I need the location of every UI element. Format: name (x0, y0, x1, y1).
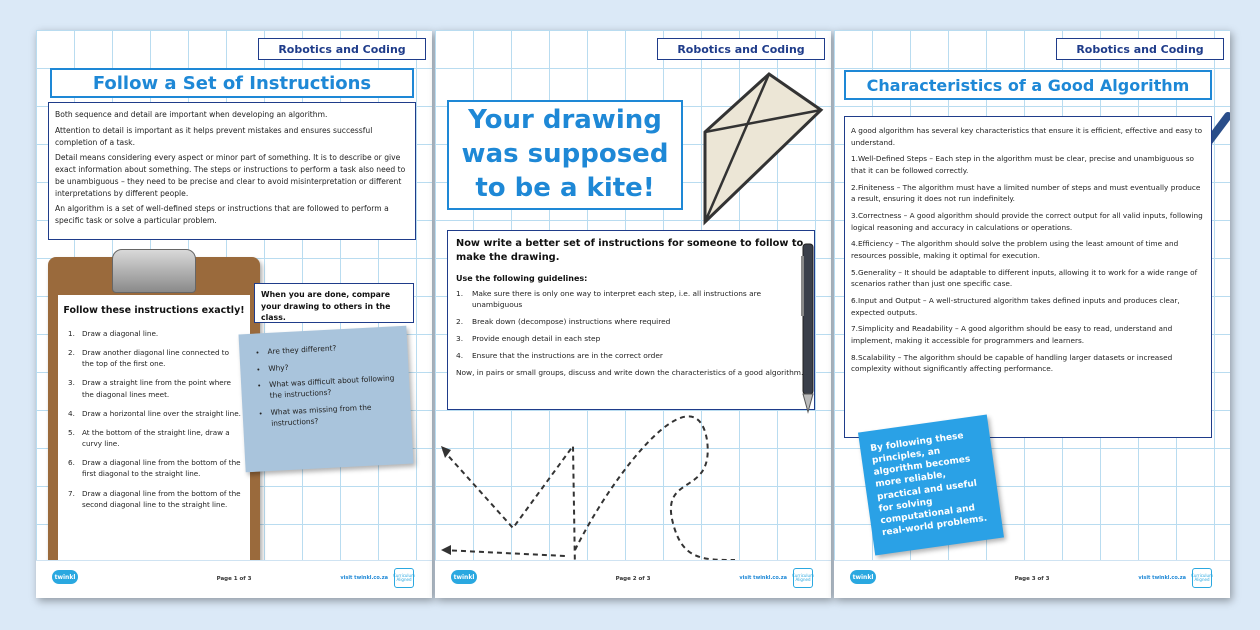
list-item: • What was difficult about following the instructions? (269, 374, 398, 402)
list-item: 7.Simplicity and Readability – A good algorithm should be easy to read, understand and implement, making it accessible for programmers and learners. (851, 324, 1173, 346)
list-item: • Why? (268, 357, 396, 374)
worksheet-page-2 (435, 30, 831, 598)
list-item: 3. Draw a straight line from the point where the diagonal lines meet. (68, 378, 231, 399)
intro-paragraph: A good algorithm has several key characteristics that ensure it is efficient, effective and easy to understand. (851, 126, 1203, 147)
list-item: 4. Draw a horizontal line over the straight line. (68, 408, 241, 418)
intro-paragraph: An algorithm is a set of well-defined steps or instructions that are followed to perform a specific task or solve a particular problem. (55, 204, 389, 226)
page-footer (834, 560, 1230, 598)
steps-list (58, 328, 250, 510)
list-item: 1. Make sure there is only one way to interpret each step, i.e. all instructions are unambiguous (456, 288, 762, 309)
list-item: 8.Scalability – The algorithm should be capable of handling larger datasets or increased complexity without significantly affecting performance. (851, 352, 1173, 374)
list-item: 1.Well-Defined Steps – Each step in the algorithm must be clear, precise and unambiguous so that it can be followed correctly. (851, 154, 1195, 176)
page-title: Characteristics of a Good Algorithm (844, 70, 1212, 100)
curriculum-badge-icon: Curriculum Aligned (1192, 568, 1212, 588)
discussion-text: Now, in pairs or small groups, discuss and write down the characteristics of a good algorithm. (456, 368, 804, 378)
list-item: 1. Draw a diagonal line. (68, 329, 159, 338)
intro-paragraph: Attention to detail is important as it helps prevent mistakes and ensures successful completion of a task. (55, 125, 373, 147)
list-item: 2. Break down (decompose) instructions where required (456, 317, 671, 327)
twinkl-logo: twinkl (451, 570, 477, 584)
kite-headline: Your drawing was supposed to be a kite! (447, 100, 683, 210)
instructions-box (447, 230, 815, 410)
page-number: Page 3 of 3 (1014, 576, 1050, 582)
clip-icon (112, 249, 196, 293)
page-number: Page 1 of 3 (216, 576, 252, 582)
list-item: • Are they different? (267, 340, 395, 357)
guidelines-heading: Use the following guidelines: (456, 274, 588, 284)
twinkl-logo: twinkl (52, 570, 78, 584)
guidelines-list (456, 288, 806, 362)
intro-paragraph: Both sequence and detail are important when developing an algorithm. (55, 110, 328, 119)
page-footer (36, 560, 432, 598)
clipboard (48, 257, 260, 587)
list-item: 7. Draw a diagonal line from the bottom of the second diagonal line to the straight line. (68, 488, 241, 509)
worksheet-page-1 (36, 30, 432, 598)
pen-icon (797, 236, 819, 416)
list-item: • What was missing from the instructions? (270, 401, 399, 429)
worksheet-page-3 (834, 30, 1230, 598)
twinkl-logo: twinkl (850, 570, 876, 584)
page-footer (435, 560, 831, 598)
summary-sticky-note: By following these principles, an algorithm becomes more reliable, practical and useful for solving computational and real-world problems. (858, 415, 1004, 556)
site-link[interactable]: visit twinkl.co.za (1138, 575, 1186, 581)
page-title: Follow a Set of Instructions (50, 68, 414, 98)
subject-label: Robotics and Coding (258, 38, 426, 60)
intro-paragraph: Detail means considering every aspect or minor part of something. It is to describe or give exact information about something. The steps or instructions to perform a task also need to be unambiguous – they need to be precise and clear to avoid misinterpretation or different interpretations by different people. (55, 153, 406, 198)
page-number: Page 2 of 3 (615, 576, 651, 582)
site-link[interactable]: visit twinkl.co.za (739, 575, 787, 581)
list-item: 2.Finiteness – The algorithm must have a limited number of steps and must eventually produce a result, ensuring it does not run indefinitely. (851, 182, 1201, 204)
list-item: 2. Draw another diagonal line connected to the top of the first one. (68, 348, 230, 369)
curriculum-badge-icon: Curriculum Aligned (793, 568, 813, 588)
clipboard-paper (58, 295, 250, 579)
list-item: 4. Ensure that the instructions are in the correct order (456, 351, 663, 361)
site-link[interactable]: visit twinkl.co.za (340, 575, 388, 581)
intro-text-box (48, 102, 416, 240)
curriculum-badge-icon: Curriculum Aligned (394, 568, 414, 588)
list-item: 6. Draw a diagonal line from the bottom of the first diagonal to the straight line. (68, 458, 241, 479)
subject-label: Robotics and Coding (657, 38, 825, 60)
list-item: 5.Generality – It should be adaptable to different inputs, allowing it to work for a wide range of scenarios rather than just one specific case. (851, 267, 1198, 289)
compare-prompt: When you are done, compare your drawing to others in the class. (254, 283, 414, 323)
kite-icon (697, 68, 827, 228)
list-item: 6.Input and Output – A well-structured algorithm takes defined inputs and produces clear, expected outputs. (851, 296, 1180, 317)
subject-label: Robotics and Coding (1056, 38, 1224, 60)
list-item: 3.Correctness – A good algorithm should provide the correct output for all valid inputs, following logical reasoning and accuracy in calculations or operations. (851, 211, 1203, 232)
questions-note (239, 326, 414, 473)
instructions-heading: Now write a better set of instructions for someone to follow to make the drawing. (456, 238, 804, 264)
characteristics-box (844, 116, 1212, 438)
list-item: 3. Provide enough detail in each step (456, 334, 601, 344)
list-item: 4.Efficiency – The algorithm should solve the problem using the least amount of time and resources possible, making it optimal for execution. (851, 239, 1179, 261)
clipboard-title: Follow these instructions exactly! (63, 305, 245, 316)
dashed-kite-drawing (435, 410, 831, 560)
list-item: 5. At the bottom of the straight line, draw a curvy line. (68, 427, 230, 449)
